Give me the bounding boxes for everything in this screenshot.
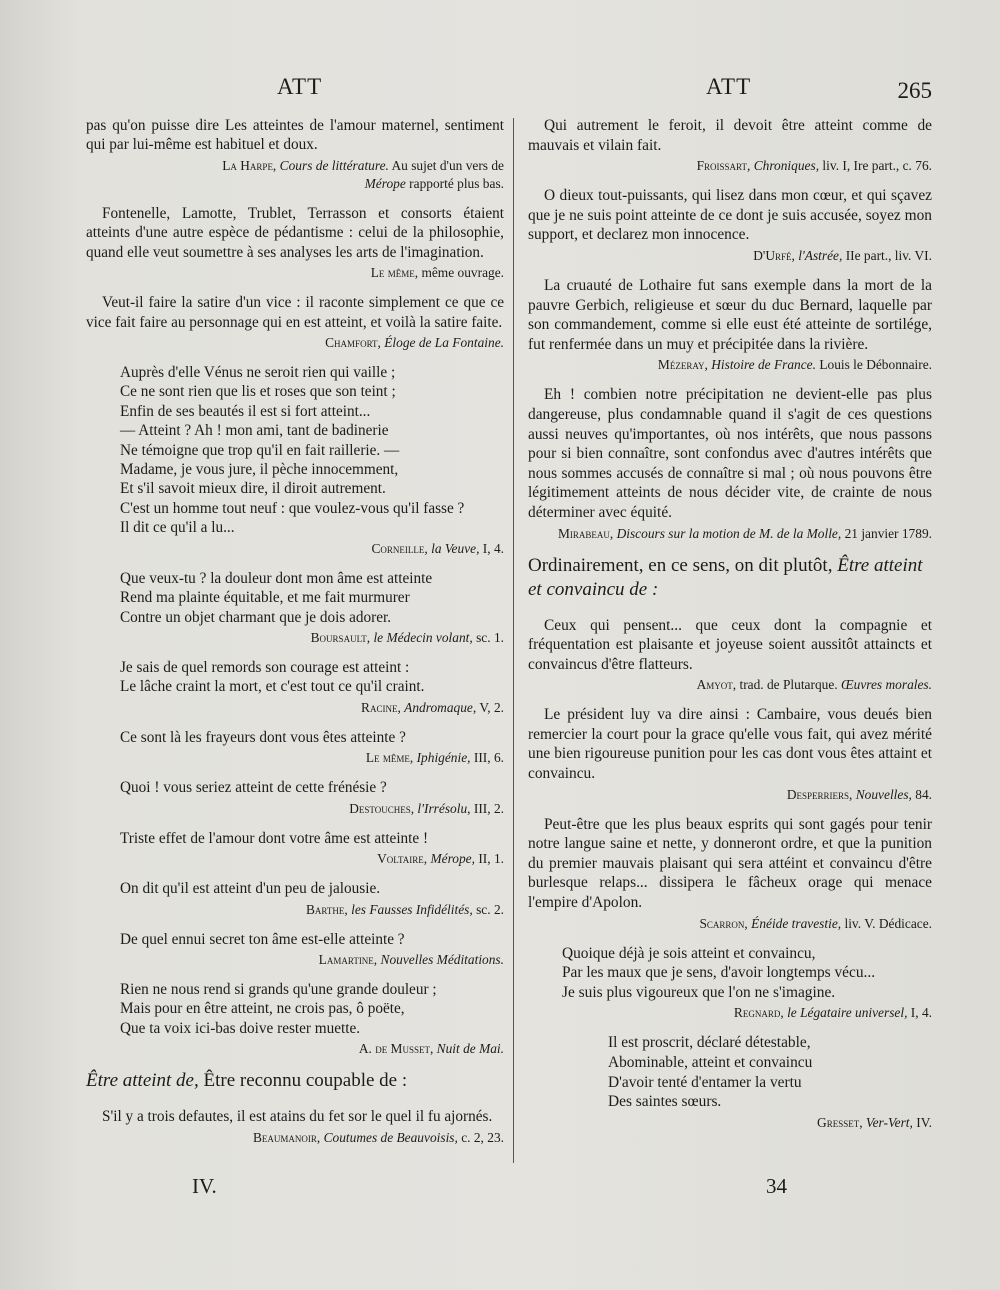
verse-quote: Ce sont là les frayeurs dont vous êtes atteinte ? — [120, 728, 406, 746]
citation-source: Gresset, Ver-Vert, IV. — [817, 1114, 932, 1130]
citation-source: Barthe, les Fausses Infidélités, sc. 2. — [306, 901, 504, 917]
verse-quote: Je sais de quel remords son courage est atteint : Le lâche craint la mort, et c'est tout ce qu'il craint. — [120, 659, 425, 696]
right-column — [528, 116, 932, 1143]
citation-text: Veut-il faire la satire d'un vice : il raconte simplement ce que ce vice fait faire au personnage qui en est atteint, et voilà la satire faite. — [86, 294, 504, 331]
running-head-right: ATT — [706, 74, 752, 99]
citation-text: pas qu'on puisse dire Les atteintes de l'amour maternel, sentiment qui par lui-même est habituel et doux. — [86, 117, 504, 154]
verse-quote: Il est proscrit, déclaré détestable, Abominable, atteint et convaincu D'avoir tenté d'entamer la vertu Des saintes sœurs. — [608, 1034, 813, 1111]
citation-text: Eh ! combien notre précipitation ne devient-elle pas plus dangereuse, plus condamnable quand il s'agit de ces questions aussi neuves qu'importantes, où nos intérêts, que nous passons pour si bien connaître, sont confondus avec d'autres intérêts que nous sommes accusés de connaître si mal ; où nous pouvons être légitimement atteints de nous décider vite, de crainte de nous déterminer avec équité. — [528, 386, 932, 521]
citation-source: Destouches, l'Irrésolu, III, 2. — [349, 800, 504, 816]
citation-text: S'il y a trois defautes, il est atains du fet sor le quel il fu ajornés. — [102, 1108, 493, 1126]
verse-quote: Quoi ! vous seriez atteint de cette frénésie ? — [120, 779, 387, 797]
section-heading: Être atteint de, Être reconnu coupable de : — [86, 1070, 408, 1092]
citation-source: La Harpe, Cours de littérature. Au sujet d'un vers de Mérope rapporté plus bas. — [222, 157, 504, 191]
citation-source: Amyot, trad. de Plutarque. Œuvres morales. — [696, 677, 932, 693]
verse-quote: Auprès d'elle Vénus ne seroit rien qui vaille ; Ce ne sont rien que lis et roses que son teint ; Enfin de ses beautés il est si fort atteint... — Atteint ? Ah ! mon ami, tant de badinerie Ne témoigne que trop qu'il en fait raillerie. — Madame, je vous jure, il pèche innocemment, Et s'il savoit mieux dire, il diroit autrement. C'est un homme tout neuf : que voulez-vous qu'il fasse ? Il dit ce qu'il a lu... — [120, 363, 465, 537]
running-head-left: ATT — [277, 74, 323, 99]
citation-source: Scarron, Énéide travestie, liv. V. Dédicace. — [699, 915, 932, 931]
section-heading: Ordinairement, en ce sens, on dit plutôt, Être atteint et convaincu de : — [528, 554, 923, 600]
citation-text: Ceux qui pensent... que ceux dont la compagnie et fréquentation est plaisante et joyeuse soient aussitôt attaincts et convaincus d'être flatteurs. — [528, 616, 932, 673]
citation-source: Corneille, la Veuve, I, 4. — [371, 540, 504, 556]
citation-source: A. de Musset, Nuit de Mai. — [358, 1041, 504, 1057]
verse-quote: On dit qu'il est atteint d'un peu de jalousie. — [120, 880, 381, 898]
verse-quote: De quel ennui secret ton âme est-elle atteinte ? — [120, 930, 405, 948]
citation-text: Le président luy va dire ainsi : Cambaire, vous deués bien remercier la court pour la grace qu'elle vous fait, qui avez mérité une bien rigoureuse punition pour les cas dont vous êtes attaint et convaincu. — [528, 706, 932, 783]
citation-text: Fontenelle, Lamotte, Trublet, Terrasson et consorts étaient atteints d'une autre espèce de pédantisme : celui de la philosophie, quand elle veut soumettre à ses analyses les arts de l'imagination. — [86, 204, 504, 261]
citation-source: Beaumanoir, Coutumes de Beauvoisis, c. 2, 23. — [252, 1129, 504, 1145]
citation-text: Qui autrement le feroit, il devoit être atteint comme de mauvais et vilain fait. — [528, 117, 932, 154]
citation-source: Lamartine, Nouvelles Méditations. — [318, 951, 504, 967]
citation-source: Mirabeau, Discours sur la motion de M. de la Molle, 21 janvier 1789. — [557, 525, 932, 541]
left-column — [86, 116, 504, 1158]
citation-source: Voltaire, Mérope, II, 1. — [377, 851, 504, 867]
citation-source: Racine, Andromaque, V, 2. — [361, 699, 504, 715]
column-divider — [513, 118, 514, 1163]
verse-quote: Que veux-tu ? la douleur dont mon âme est atteinte Rend ma plainte équitable, et me fait murmurer Contre un objet charmant que je dois adorer. — [120, 569, 433, 626]
citation-text: La cruauté de Lothaire fut sans exemple dans la mort de la pauvre Gerbich, religieuse et sœur du duc Bernard, laquelle par son commandement, comme si elle eust été atteinte de sortilége, fut renfermée dans un muy et précipitée dans la rivière. — [528, 276, 932, 353]
citation-source: Le même, Iphigénie, III, 6. — [365, 750, 504, 766]
citation-source: Froissart, Chroniques, liv. I, Ire part., c. 76. — [696, 158, 932, 174]
verse-quote: Quoique déjà je sois atteint et convaincu, Par les maux que je sens, d'avoir longtemps vécu... Je suis plus vigoureux que l'on ne s'imagine. — [562, 944, 876, 1001]
citation-source: Desperriers, Nouvelles, 84. — [786, 786, 932, 802]
signature-mark-right: 34 — [766, 1174, 787, 1198]
citation-source: Boursault, le Médecin volant, sc. 1. — [310, 630, 504, 646]
page-number: 265 — [897, 78, 932, 103]
citation-source: Le même, même ouvrage. — [370, 265, 504, 281]
citation-text: Peut-être que les plus beaux esprits qui sont gagés pour tenir notre langue saine et nette, y donneront ordre, et que la punition du premier mauvais plaisant qui sera attéint et convaincu d'être burlesque relaps... dissipera le fâcheux orage qui menace l'empire d'Apolon. — [528, 815, 932, 912]
verse-quote: Triste effet de l'amour dont votre âme est atteinte ! — [120, 829, 429, 847]
citation-source: Regnard, le Légataire universel, I, 4. — [733, 1005, 932, 1021]
citation-text: O dieux tout-puissants, qui lisez dans mon cœur, et qui sçavez que je ne suis point atteinte de ce dont je suis accusée, soyez mon support, et declarez mon innocence. — [528, 187, 932, 244]
citation-source: Mézeray, Histoire de France. Louis le Débonnaire. — [657, 357, 932, 373]
citation-source: Chamfort, Éloge de La Fontaine. — [325, 334, 504, 350]
signature-mark-left: IV. — [192, 1174, 217, 1198]
verse-quote: Rien ne nous rend si grands qu'une grande douleur ; Mais pour en être atteint, ne crois pas, ô poëte, Que ta voix ici-bas doive rester muette. — [120, 980, 437, 1037]
citation-source: D'Urfé, l'Astrée, IIe part., liv. VI. — [753, 247, 932, 263]
